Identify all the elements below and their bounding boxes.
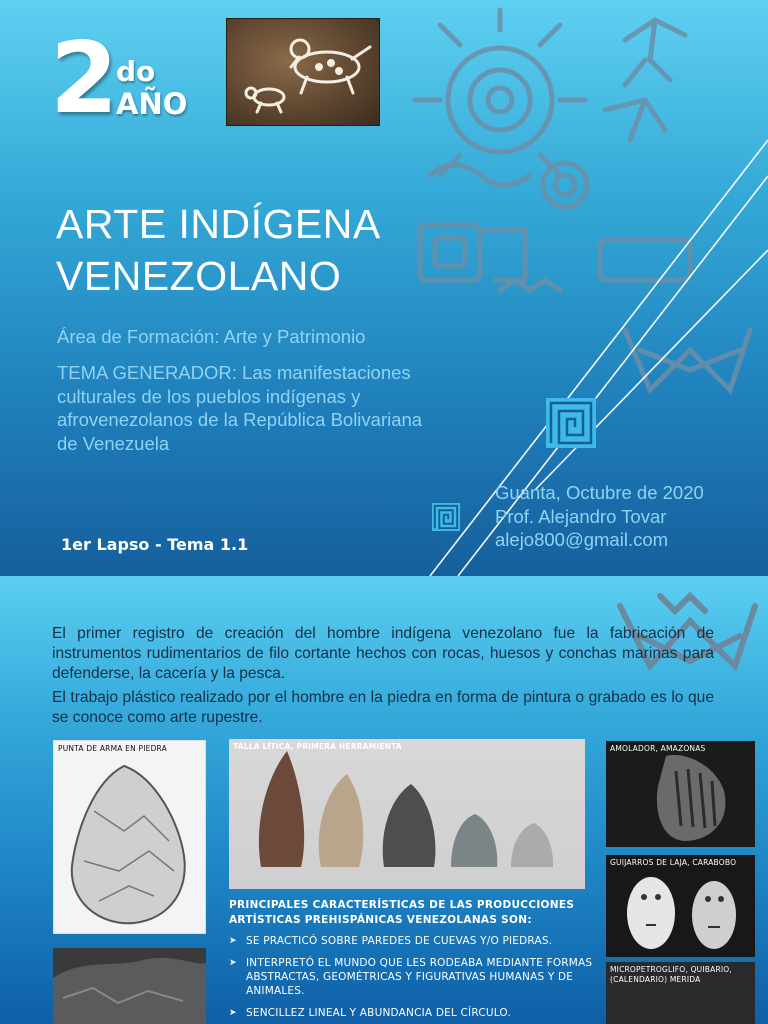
arrow-bullet-icon: ➤: [229, 958, 237, 968]
list-item-text: INTERPRETÓ EL MUNDO QUE LES RODEABA MEDIANTE FORMAS ABSTRACTAS, GEOMÉTRICAS Y FIGURATIVAS HUMANAS Y DE ANIMALES.: [246, 957, 593, 997]
photo-micropetroglifo: [606, 962, 755, 1024]
grade-word: AÑO: [116, 87, 188, 121]
list-item: [229, 934, 599, 948]
pebbles-image: [606, 855, 755, 957]
place-date: Guanta, Octubre de 2020: [495, 482, 704, 503]
area-formacion: Área de Formación: Arte y Patrimonio: [57, 326, 366, 347]
teacher-name: Prof. Alejandro Tovar: [495, 505, 667, 527]
page-title: [56, 198, 381, 302]
caracteristicas-heading: PRINCIPALES CARACTERÍSTICAS DE LAS PRODUCCIONES ARTÍSTICAS PREHISPÁNICAS VENEZOLANAS SON:: [229, 899, 575, 926]
lapso-label: 1er Lapso - Tema 1.1: [61, 535, 249, 554]
grade-superscript: do: [116, 55, 156, 88]
caption-guijarros: GUIJARROS DE LAJA, CARABOBO: [610, 858, 737, 867]
contact-info: [495, 481, 704, 552]
caption-punta-arma: PUNTA DE ARMA EN PIEDRA: [58, 744, 167, 753]
intro-text: [52, 624, 714, 732]
photo-punta-arma: [53, 740, 206, 934]
tema-generador: TEMA GENERADOR: Las manifestaciones culturales de los pueblos indígenas y afrovenezolanos de la República Bolivariana de Venezuela: [57, 362, 423, 454]
photo-amolador: [606, 741, 755, 847]
stone-point-image: [54, 741, 206, 934]
caracteristicas-list: [229, 934, 599, 1024]
grinding-stone-image: [606, 741, 755, 847]
caption-talla-litica: TALLA LÍTICA, PRIMERA HERRAMIENTA: [233, 742, 402, 751]
arrow-bullet-icon: ➤: [229, 936, 237, 946]
list-item-text: SE PRACTICÓ SOBRE PAREDES DE CUEVAS Y/O PIEDRAS.: [246, 935, 553, 947]
title-line-2: VENEZOLANO: [56, 253, 342, 299]
petroglyph-rock-photo: [226, 18, 380, 126]
stone-tools-image: [229, 739, 585, 889]
photo-guijarros: [606, 855, 755, 957]
spiral-square-small-icon: [432, 503, 460, 531]
petroglyph-engraving-icon: [227, 19, 381, 127]
arrow-bullet-icon: ➤: [229, 1008, 237, 1018]
intro-paragraph-2: El trabajo plástico realizado por el hombre en la piedra en forma de pintura o grabado es lo que se conoce como arte rupestre.: [52, 689, 714, 726]
list-item: [229, 1006, 599, 1020]
title-line-1: ARTE INDÍGENA: [56, 201, 381, 247]
content-slide: [0, 576, 768, 1024]
grade-logo: [48, 22, 198, 136]
rock-texture-image: [53, 948, 206, 1024]
photo-talla-litica: [229, 739, 585, 889]
teacher-email[interactable]: alejo800@gmail.com: [495, 529, 669, 550]
spiral-square-icon: [546, 398, 596, 448]
caption-amolador: AMOLADOR, AMAZONAS: [610, 744, 706, 753]
photo-rock-bottom: [53, 948, 206, 1024]
list-item-text: SENCILLEZ LINEAL Y ABUNDANCIA DEL CÍRCULO.: [246, 1007, 511, 1019]
list-item: [229, 956, 599, 998]
intro-paragraph-1: El primer registro de creación del hombre indígena venezolano fue la fabricación de instrumentos rudimentarios de filo cortante hechos con rocas, huesos y conchas marinas para defenderse, la cacería y la pesca.: [52, 625, 714, 682]
caption-micropetroglifo: MICROPETROGLIFO, QUIBARIO, (CALENDARIO) MERIDA: [610, 965, 732, 984]
grade-number: 2: [50, 22, 115, 136]
